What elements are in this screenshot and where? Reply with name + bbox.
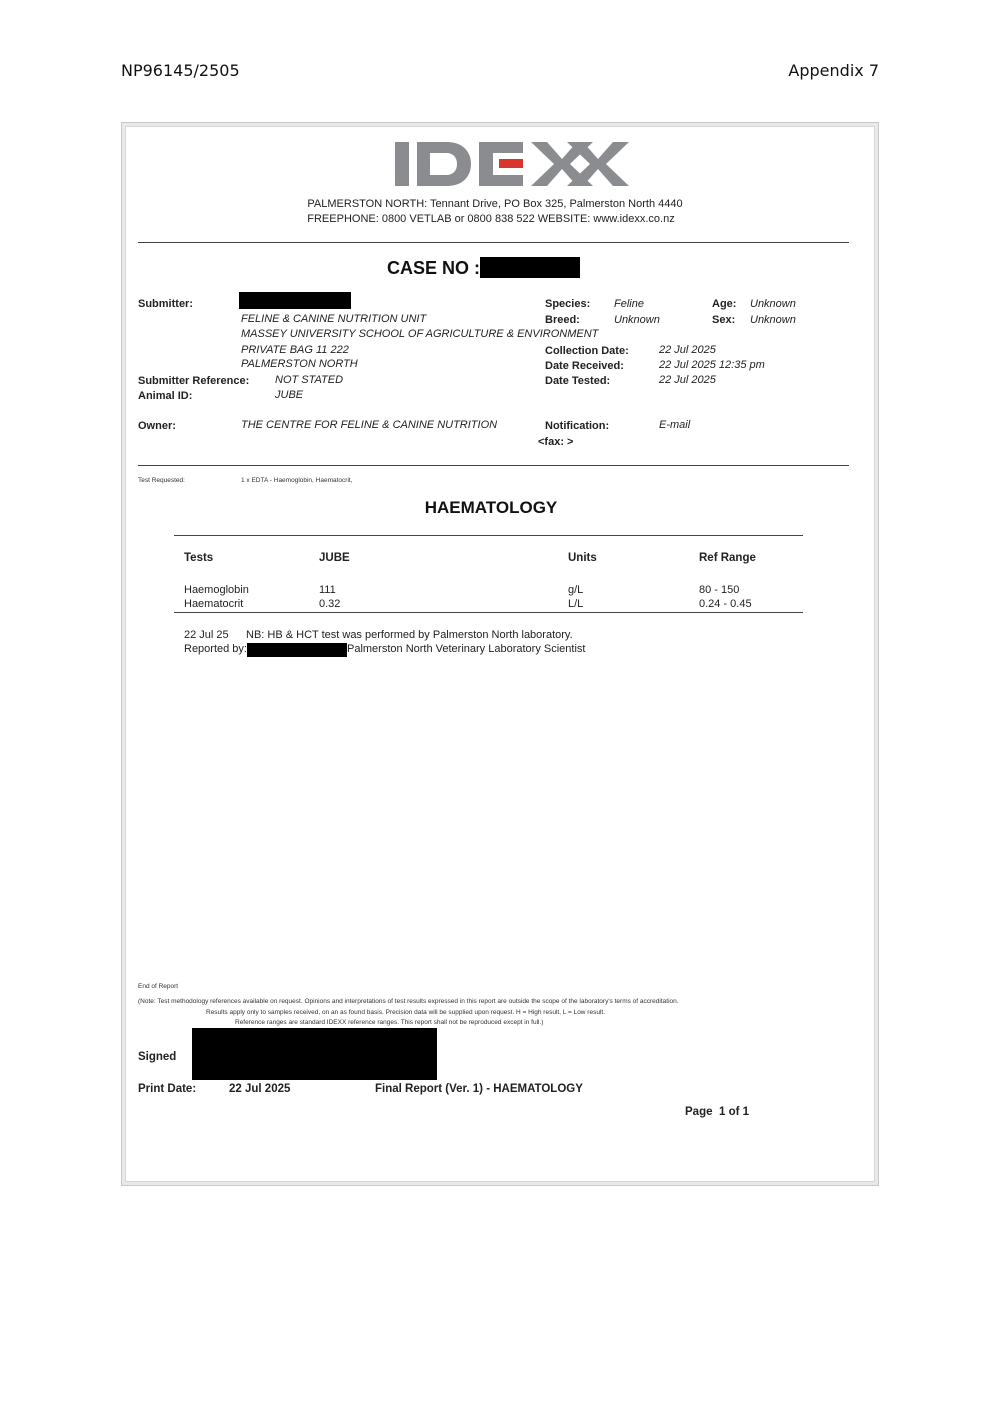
note-text: NB: HB & HCT test was performed by Palmerston North laboratory. — [246, 629, 573, 641]
submitter-reference-value: NOT STATED — [275, 374, 344, 386]
case-no-label: CASE NO : — [387, 258, 481, 278]
owner-label: Owner: — [138, 420, 176, 432]
document-reference: NP96145/2505 — [121, 61, 240, 80]
animal-id-label: Animal ID: — [138, 390, 193, 402]
notification-value: E-mail — [659, 419, 691, 431]
table-bottom-border — [174, 612, 803, 613]
signed-label: Signed — [138, 1051, 177, 1063]
end-of-report: End of Report — [138, 983, 179, 990]
notification-label: Notification: — [545, 420, 610, 432]
section-title: HAEMATOLOGY — [424, 498, 558, 517]
disclaimer-line: Reference ranges are standard IDEXX reference ranges. This report shall not be reproduced except in full.) — [235, 1019, 544, 1026]
species-value: Feline — [614, 298, 644, 310]
column-header-tests: Tests — [184, 552, 214, 564]
result-units: L/L — [568, 598, 584, 610]
date-tested-label: Date Tested: — [545, 375, 611, 387]
collection-date-label: Collection Date: — [545, 345, 629, 357]
column-header-ref-range: Ref Range — [699, 552, 756, 564]
result-test-name: Haematocrit — [184, 598, 244, 610]
sex-label: Sex: — [712, 314, 736, 326]
result-value: 111 — [319, 584, 336, 596]
sex-value: Unknown — [750, 314, 796, 326]
owner-value: THE CENTRE FOR FELINE & CANINE NUTRITION — [241, 419, 498, 431]
redacted-reporter-name — [247, 643, 347, 657]
result-value: 0.32 — [319, 598, 341, 610]
lab-address-line-2: FREEPHONE: 0800 VETLAB or 0800 838 522 WEBSITE: www.idexx.co.nz — [307, 213, 675, 225]
age-label: Age: — [712, 298, 737, 310]
result-units: g/L — [568, 584, 584, 596]
disclaimer-line: Results apply only to samples received, on an as found basis. Precision data will be supplied upon request. H = High result, L = Low result. — [206, 1009, 606, 1016]
lab-address-line-1: PALMERSTON NORTH: Tennant Drive, PO Box 325, Palmerston North 4440 — [307, 198, 683, 210]
redacted-signature — [192, 1028, 437, 1080]
details-divider — [138, 465, 849, 466]
submitter-line: FELINE & CANINE NUTRITION UNIT — [241, 313, 427, 325]
submitter-line: MASSEY UNIVERSITY SCHOOL OF AGRICULTURE & ENVIRONMENT — [241, 328, 599, 340]
date-tested-value: 22 Jul 2025 — [659, 374, 716, 386]
submitter-reference-label: Submitter Reference: — [138, 375, 250, 387]
submitter-line: PALMERSTON NORTH — [241, 358, 358, 370]
note-date: 22 Jul 25 — [184, 629, 229, 641]
page-number: 1 of 1 — [719, 1106, 750, 1118]
test-requested-label: Test Requested: — [138, 477, 185, 484]
page-label: Page — [685, 1106, 713, 1118]
result-test-name: Haemoglobin — [184, 584, 249, 596]
print-date-value: 22 Jul 2025 — [229, 1083, 291, 1095]
submitter-line: PRIVATE BAG 11 222 — [241, 344, 349, 356]
submitter-label: Submitter: — [138, 298, 193, 310]
age-value: Unknown — [750, 298, 796, 310]
test-requested-value: 1 x EDTA - Haemoglobin, Haematocrit, — [241, 477, 353, 484]
table-top-border — [174, 535, 803, 536]
result-ref-range: 80 - 150 — [699, 584, 740, 596]
column-header-patient: JUBE — [319, 552, 350, 564]
animal-id-value: JUBE — [275, 389, 304, 401]
date-received-value: 22 Jul 2025 12:35 pm — [659, 359, 765, 371]
appendix-label: Appendix 7 — [788, 61, 879, 80]
result-ref-range: 0.24 - 0.45 — [699, 598, 752, 610]
redacted-submitter-name — [239, 292, 351, 309]
redacted-case-number — [480, 257, 580, 278]
print-date-label: Print Date: — [138, 1083, 197, 1095]
breed-value: Unknown — [614, 314, 660, 326]
species-label: Species: — [545, 298, 591, 310]
reported-by-label: Reported by: — [184, 643, 247, 655]
collection-date-value: 22 Jul 2025 — [659, 344, 716, 356]
reporter-title: Palmerston North Veterinary Laboratory Scientist — [347, 643, 586, 655]
disclaimer-line: (Note: Test methodology references available on request. Opinions and interpretations of test results expressed in this report are outside the scope of the laboratory's terms of accreditation. — [138, 998, 679, 1005]
column-header-units: Units — [568, 552, 597, 564]
report-status: Final Report (Ver. 1) - HAEMATOLOGY — [375, 1083, 583, 1095]
header-divider — [138, 242, 849, 243]
idexx-logo — [395, 140, 629, 188]
fax-value: <fax: > — [538, 436, 574, 448]
breed-label: Breed: — [545, 314, 580, 326]
date-received-label: Date Received: — [545, 360, 624, 372]
